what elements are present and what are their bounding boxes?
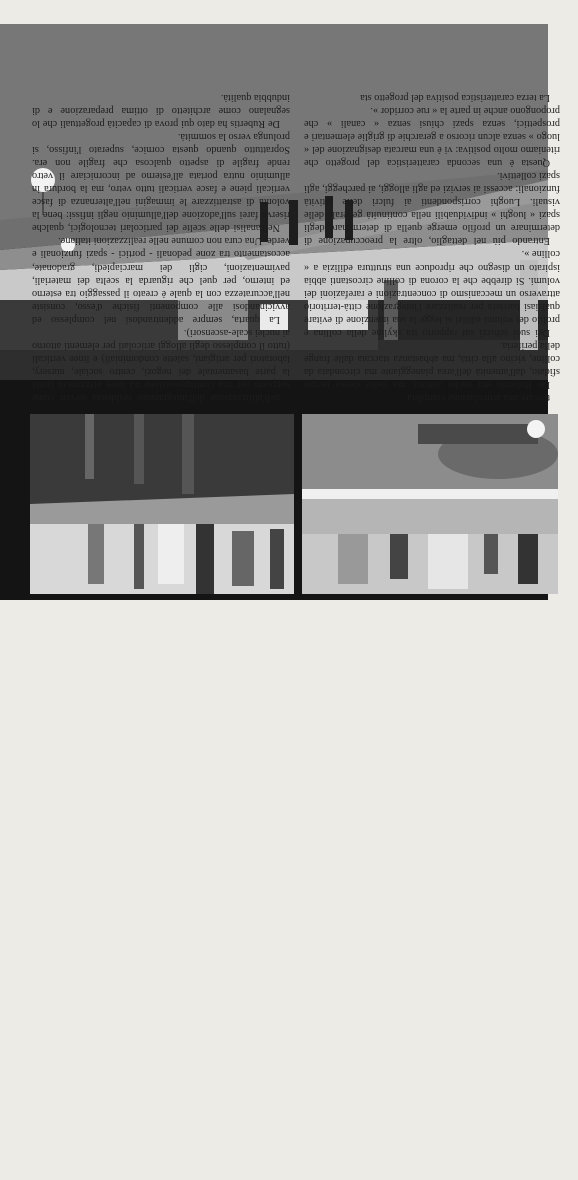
small-photo-facade-courtyard: [302, 414, 558, 594]
article-column-right: [32, 91, 290, 404]
article-paragraph: Entrando più nel dettaglio, oltre la preoccupazione di determinare un profilo emerge quella di determinare degli spazi « luoghi » individuabili nella continuità generale delle visuali. Luoghi corrispondenti ai fulcri delle attività funzionali: accessi ai servizi ed agli alloggi, ai parcheggi, agli spazi collettivi.: [304, 170, 560, 247]
facade-courtyard-illustration: [302, 414, 558, 594]
article-paragraph: nell'utilizzazione dell'integrazione residenza servizi come supporto per una contrapposizione tra linee orizzontali (tutta la parte basamentale dei negozi, centro sociale, nursery, laboratori per artigiani, salette condominiali) e linee verticali (tutto il complesso degli alloggi articolati per elementi attorno ai nuclei scale-ascensori).: [32, 326, 290, 403]
portico-illustration: [30, 414, 294, 594]
article-paragraph: trovare una articolazione completa.: [404, 392, 550, 403]
article-paragraph: De Rubertis ha dato qui prova di capacità progettuali che lo segnalano come architetto di ottima preparazione e di indubbia qualità.: [32, 91, 290, 130]
article-paragraph: La quarta, sempre addentrandosi nel complesso ed avvicinandosi alle componenti fisiche d'esso, consiste nell'accuratezza con la quale è creato il passaggio tra esterno ed interno, per quel che riguarda la scelta dei materiali, pavimentazioni, cigli dei marciapiedi, gradonate, accostamento tra zone pedonali - portici - spazi funzionali e verde. Una cura non comune nelle realizzazioni italiane.: [32, 235, 290, 325]
article-paragraph: De Rubertis era anche aiutato, ma nello stesso tempo sfidato, dall'amenità dell'area pianeggiante ma circondata da colline, vicino alla città, ma abbastanza staccata dalle frange della periferia.: [304, 339, 560, 390]
article-paragraph: Nell'analisi delle scelte dei particolari tecnologici, qualche riserva farei sull'adozione dell'alluminio negli infissi: bene la volontà di astrattizzare le immagini nell'alternanza di fasce verticali piene e fasce verticali tutto vetro, ma la bordura in alluminio nutra portata all'esterno ad incorniciare il vetro rende fragile di aspetto qualcosa che fragile non era. Soprattutto quando questa cornice, superato l'infisso, si prolunga verso la sommità.: [32, 131, 290, 234]
article-paragraph: Dei suoi schizzi sul rapporto tra skyline della collina e profilo dei volumi edilizi si legge la sua intenzione di evitare qualsiasi barriera per realizzare l'integrazione città-territorio attraverso un meccanismo di concentrazioni e rarefazioni dei volumi. Si direbbe che la corona di colline circostanti abbia ispirato un disegno che riproduce una struttura edilizia a « colline ».: [304, 248, 560, 338]
article-column-left: [304, 91, 560, 404]
article-paragraph: La terza caratteristica positiva del progetto sta: [360, 91, 550, 103]
article-paragraph: Questa è una seconda caratteristica del progetto che riteniamo molto positiva: vi è una marcata designazione del « luogo » senza alcun ricorso a gerarchie di griglie elementari e prospettici, senza spazi chiusi senza « canali » che propongono anche in parte la « rue corridor ».: [304, 104, 560, 169]
small-photo-portico: [30, 414, 294, 594]
